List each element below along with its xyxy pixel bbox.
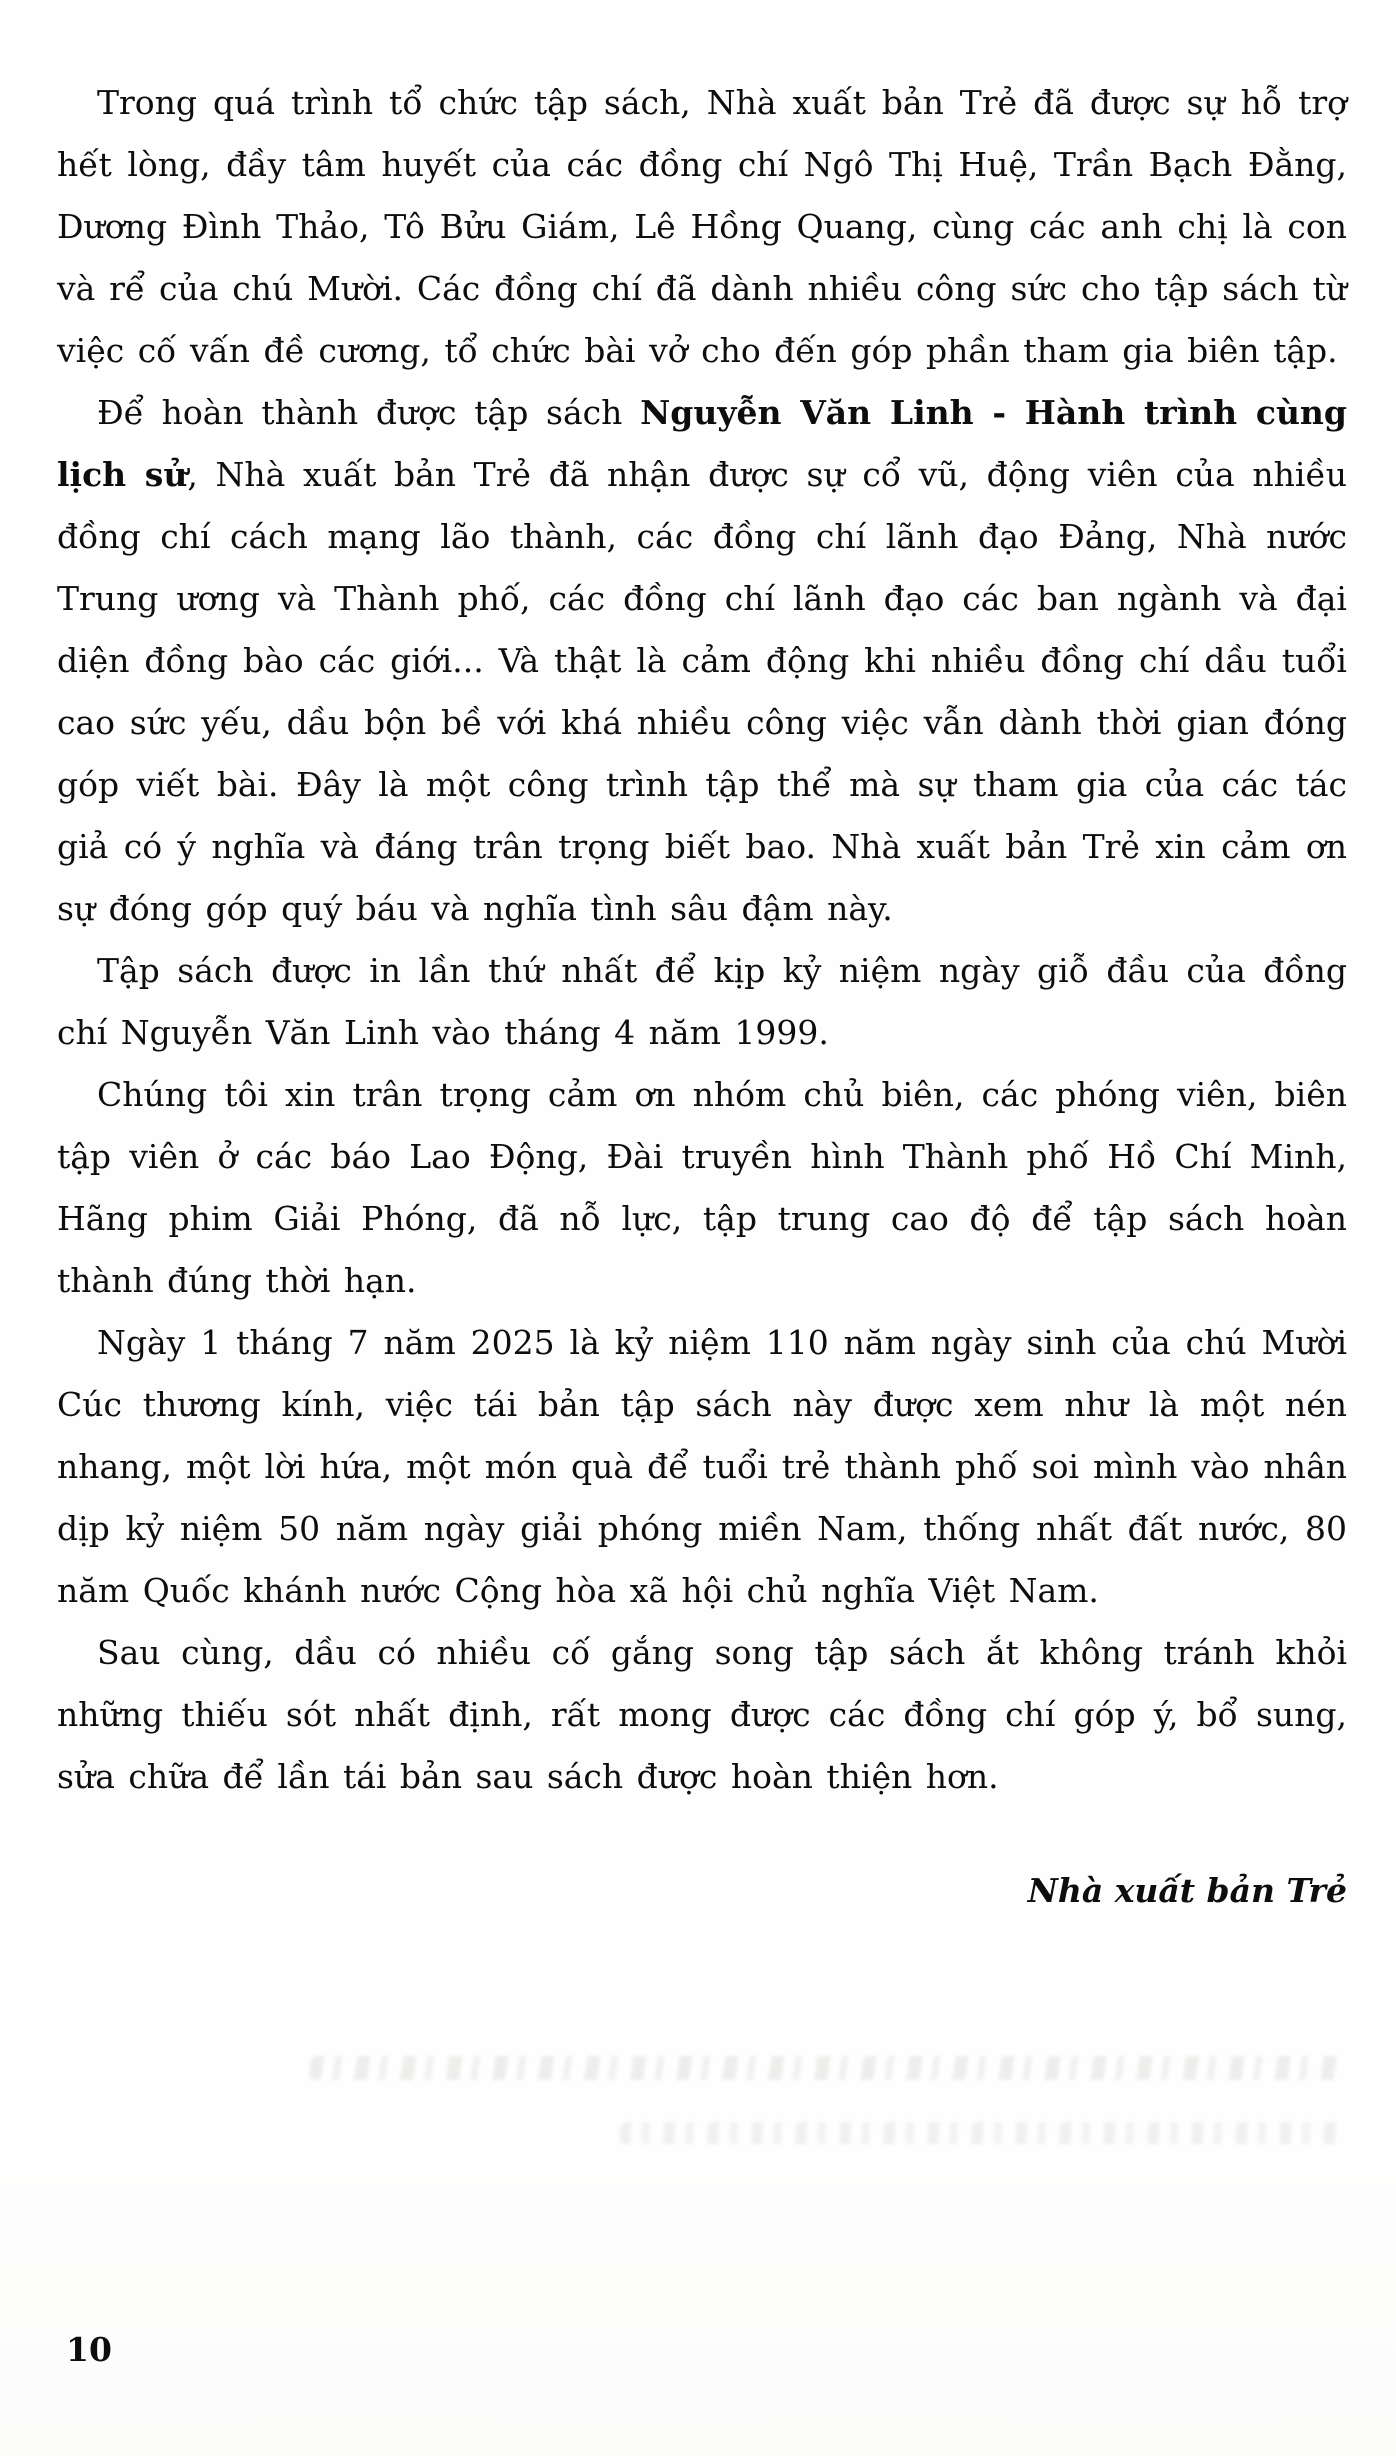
- paragraph: [57, 1064, 1347, 1312]
- book-title-emphasis: Nguyễn Văn Linh - Hành trình cùng lịch sử: [57, 393, 1347, 494]
- paragraph-text: Chúng tôi xin trân trọng cảm ơn nhóm chủ biên, các phóng viên, biên tập viên ở các báo Lao Động, Đài truyền hình Thành phố Hồ Chí Minh, Hãng phim Giải Phóng, đã nỗ lực, tập trung cao độ để tập sách hoàn thành đúng thời hạn.: [57, 1075, 1347, 1300]
- publisher-signature: Nhà xuất bản Trẻ: [1027, 1871, 1347, 1910]
- paragraph-text: Sau cùng, dầu có nhiều cố gắng song tập sách ắt không tránh khỏi những thiếu sót nhất định, rất mong được các đồng chí góp ý, bổ sung, sửa chữa để lần tái bản sau sách được hoàn thiện hơn.: [57, 1633, 1347, 1796]
- paragraph-text: Tập sách được in lần thứ nhất để kịp kỷ niệm ngày giỗ đầu của đồng chí Nguyễn Văn Linh vào tháng 4 năm 1999.: [57, 951, 1347, 1052]
- paragraph: [57, 940, 1347, 1064]
- page-text-block: [57, 72, 1347, 1922]
- paragraph-text: Để hoàn thành được tập sách: [97, 393, 641, 432]
- paragraph-text: , Nhà xuất bản Trẻ đã nhận được sự cổ vũ, động viên của nhiều đồng chí cách mạng lão thành, các đồng chí lãnh đạo Đảng, Nhà nước Trung ương và Thành phố, các đồng chí lãnh đạo các ban ngành và đại diện đồng bào các giới... Và thật là cảm động khi nhiều đồng chí dầu tuổi cao sức yếu, dầu bộn bề với khá nhiều công việc vẫn dành thời gian đóng góp viết bài. Đây là một công trình tập thể mà sự tham gia của các tác giả có ý nghĩa và đáng trân trọng biết bao. Nhà xuất bản Trẻ xin cảm ơn sự đóng góp quý báu và nghĩa tình sâu đậm này.: [57, 455, 1347, 928]
- paragraph: [57, 1622, 1347, 1808]
- paragraph-text: Ngày 1 tháng 7 năm 2025 là kỷ niệm 110 năm ngày sinh của chú Mười Cúc thương kính, việc tái bản tập sách này được xem như là một nén nhang, một lời hứa, một món quà để tuổi trẻ thành phố soi mình vào nhân dịp kỷ niệm 50 năm ngày giải phóng miền Nam, thống nhất đất nước, 80 năm Quốc khánh nước Cộng hòa xã hội chủ nghĩa Việt Nam.: [57, 1323, 1347, 1610]
- paragraph: [57, 1312, 1347, 1622]
- paragraph: [57, 382, 1347, 940]
- page-number: 10: [66, 2330, 112, 2369]
- paragraph-text: Trong quá trình tổ chức tập sách, Nhà xuất bản Trẻ đã được sự hỗ trợ hết lòng, đầy tâm huyết của các đồng chí Ngô Thị Huệ, Trần Bạch Đằng, Dương Đình Thảo, Tô Bửu Giám, Lê Hồng Quang, cùng các anh chị là con và rể của chú Mười. Các đồng chí đã dành nhiều công sức cho tập sách từ việc cố vấn đề cương, tổ chức bài vở cho đến góp phần tham gia biên tập.: [57, 83, 1347, 370]
- show-through-smudge: [309, 2056, 1342, 2080]
- show-through-smudge: [619, 2122, 1341, 2144]
- paragraph-list: [57, 72, 1347, 1808]
- paragraph: [57, 72, 1347, 382]
